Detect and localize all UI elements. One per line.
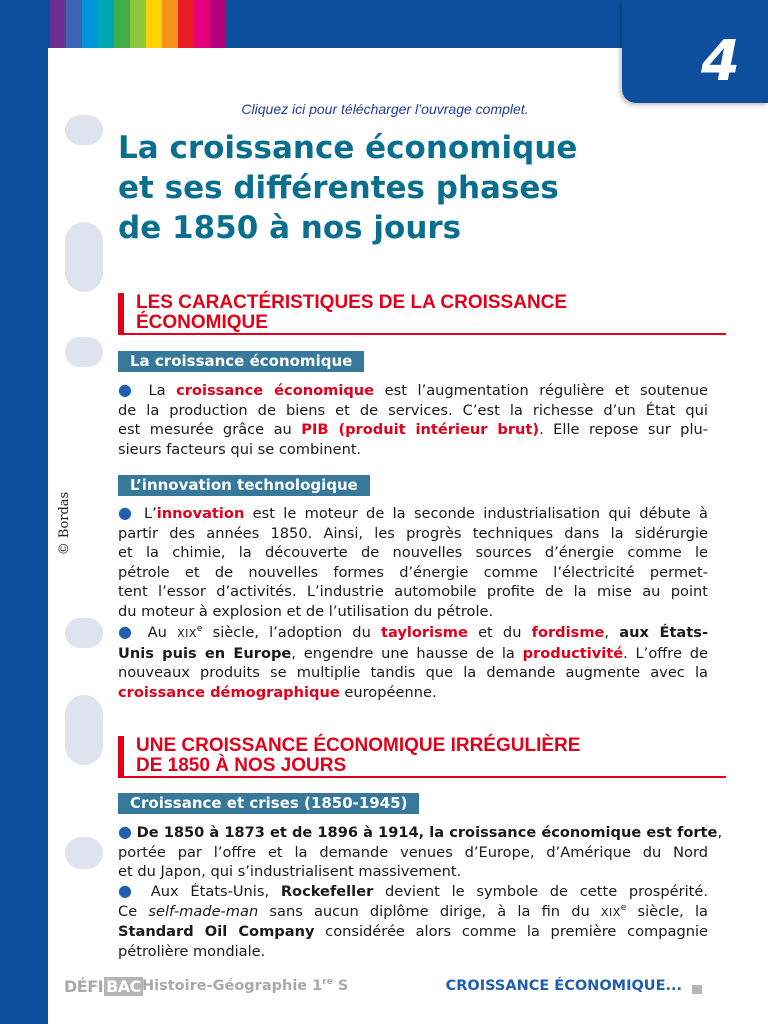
footer-book-title: Histoire-Géographie 1re S xyxy=(142,977,349,994)
bullet-icon: ● xyxy=(118,822,132,841)
footer-chapter-title: CROISSANCE ÉCONOMIQUE... xyxy=(445,978,682,994)
section-heading-characteristics: LES CARACTÉRISTIQUES DE LA CROISSANCE ÉCONOMIQUE xyxy=(118,293,726,335)
binder-hole xyxy=(65,222,103,292)
paragraph-strong-growth: ● De 1850 à 1873 et de 1896 à 1914, la croissance économique est forte, portée par l’offre et la demande venues d’Europe, d’Amérique du Nord et du Japon, qui s’industrialisent massivement. xyxy=(118,822,723,881)
binder-hole xyxy=(65,695,103,765)
color-stripe xyxy=(210,0,226,48)
binder-hole xyxy=(65,115,103,145)
bullet-icon: ● xyxy=(118,380,138,399)
defibac-logo: DÉFI BAC xyxy=(64,977,141,996)
bullet-icon: ● xyxy=(118,503,136,522)
color-stripe xyxy=(114,0,130,48)
chapter-tab xyxy=(622,0,768,103)
page-title: La croissance économique et ses différentes phases de 1850 à nos jours xyxy=(118,130,578,246)
download-link[interactable]: Cliquez ici pour télécharger l’ouvrage complet. xyxy=(241,101,529,117)
color-stripe xyxy=(146,0,162,48)
color-stripe xyxy=(82,0,98,48)
binder-hole xyxy=(65,337,103,367)
subheading-innovation: L’innovation technologique xyxy=(118,475,370,496)
binder-hole xyxy=(65,837,103,869)
color-stripe xyxy=(178,0,194,48)
color-stripe xyxy=(50,0,66,48)
binder-hole xyxy=(65,618,103,648)
paragraph-innovation: ● L’innovation est le moteur de la seconde industrialisation qui débute à partir des années 1850. Ainsi, les progrès techniques dans la sidérurgie et la chimie, la découverte de nouvelles sources d’énergie comme le pétrole et de nouvelles formes d’énergie comme l’électricité permet- tent l’essor d’activités. L’industrie automobile profite de la mise au point du moteur à explosion et de l’utilisation du pétrole. xyxy=(118,503,708,620)
color-stripe xyxy=(66,0,82,48)
section-heading-irregular-growth: UNE CROISSANCE ÉCONOMIQUE IRRÉGULIÈRE DE 1850 À NOS JOURS xyxy=(118,736,726,778)
color-stripe xyxy=(98,0,114,48)
color-stripes xyxy=(50,0,226,48)
bullet-icon: ● xyxy=(118,622,138,641)
copyright-notice: © Bordas xyxy=(57,491,73,555)
subheading-growth-crises: Croissance et crises (1850-1945) xyxy=(118,793,419,814)
page-footer xyxy=(48,970,768,1006)
color-stripe xyxy=(130,0,146,48)
square-icon xyxy=(692,985,702,994)
subheading-economic-growth: La croissance économique xyxy=(118,351,364,372)
paragraph-growth-definition: ● La croissance économique est l’augmentation régulière et soutenue de la production de biens et de services. C’est la richesse d’un État qui est mesurée grâce au PIB (produit intérieur brut). Elle repose sur plu- sieurs facteurs qui se combinent. xyxy=(118,380,709,458)
paragraph-rockefeller: ● Aux États-Unis, Rockefeller devient le symbole de cette prospérité. Ce self-made-man sans aucun diplôme dirige, à la fin du XIXe siècle, la Standard Oil Company considérée alors comme la première compagnie pétrolière mondiale. xyxy=(118,881,709,960)
color-stripe xyxy=(194,0,210,48)
bullet-icon: ● xyxy=(118,881,140,900)
chapter-number: 4 xyxy=(701,29,740,94)
paragraph-taylorism: ● Au XIXe siècle, l’adoption du taylorisme et du fordisme, aux États- Unis puis en Europe, engendre une hausse de la productivité. L’offre de nouveaux produits se multiplie tandis que la demande augmente avec la croissance démographique européenne. xyxy=(118,622,709,701)
color-stripe xyxy=(162,0,178,48)
